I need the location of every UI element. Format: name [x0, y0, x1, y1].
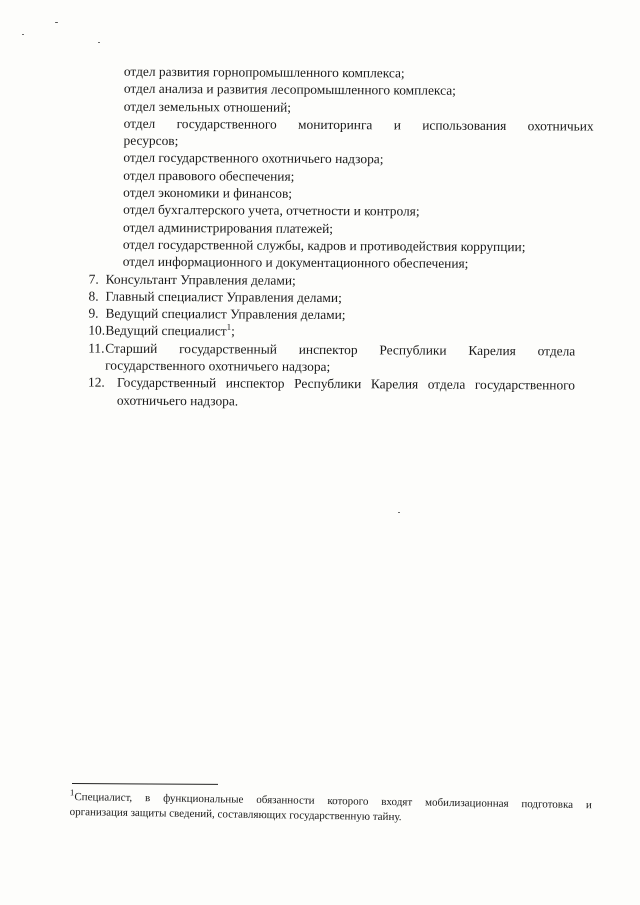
item-text: Главный специалист Управления делами; [105, 288, 342, 305]
footnote-line: организация защиты сведений, составляющих государственную тайну. [69, 805, 402, 824]
footnote-marker: 1 [69, 787, 75, 798]
item-text-end: ; [231, 323, 235, 339]
item-number: 9. [88, 305, 99, 321]
department-line: отдел анализа и развития лесопромышленного комплекса; [123, 81, 456, 99]
department-line: отдел земельных отношений; [123, 98, 292, 115]
item-text: Консультант Управления делами; [105, 271, 296, 288]
list-item [0, 373, 638, 412]
item-number: 11. [88, 340, 105, 356]
department-line-continuation: ресурсов; [123, 132, 179, 149]
item-text-line: государственного охотничьего надзора; [105, 357, 331, 375]
department-line: отдел администрирования платежей; [122, 219, 334, 236]
department-line: отдел правового обеспечения; [123, 167, 295, 184]
footnote [69, 787, 592, 828]
footnote-separator [72, 783, 218, 785]
scan-speck [22, 34, 24, 35]
footnote-reference: 1 [226, 322, 232, 333]
department-line: отдел государственного охотничьего надзора; [123, 150, 384, 167]
scan-speck [55, 22, 58, 23]
scan-speck [98, 42, 100, 43]
item-text: Ведущий специалист Управления делами; [105, 305, 346, 323]
footnote-text: Специалист, в функциональные обязанности которого входят мобилизационная подготовка и [74, 791, 592, 812]
scan-speck [398, 512, 400, 513]
department-line: отдел развития горнопромышленного комплекса; [123, 63, 405, 81]
department-line: отдел государственной службы, кадров и противодействия коррупции; [122, 236, 526, 255]
item-number: 7. [88, 271, 99, 287]
document-body [0, 62, 640, 412]
department-line: отдел бухгалтерского учета, отчетности и контроля; [123, 202, 420, 219]
item-number: 10. [88, 322, 106, 339]
item-text-line: Государственный инспектор Республики Карелия отдела государственного [116, 375, 576, 393]
department-line: отдел государственного мониторинга и использования охотничьих [123, 115, 594, 134]
item-text-main: Ведущий специалист [105, 323, 227, 339]
item-text-line: Старший государственный инспектор Республики Карелия отдела [105, 340, 576, 359]
department-line: отдел информационного и документационного обеспечения; [122, 254, 469, 272]
item-number: 8. [88, 288, 99, 304]
list-item [0, 339, 638, 378]
item-number: 12. [87, 374, 105, 390]
item-text-line: охотничьего надзора. [116, 392, 239, 409]
department-line: отдел экономики и финансов; [123, 184, 293, 201]
